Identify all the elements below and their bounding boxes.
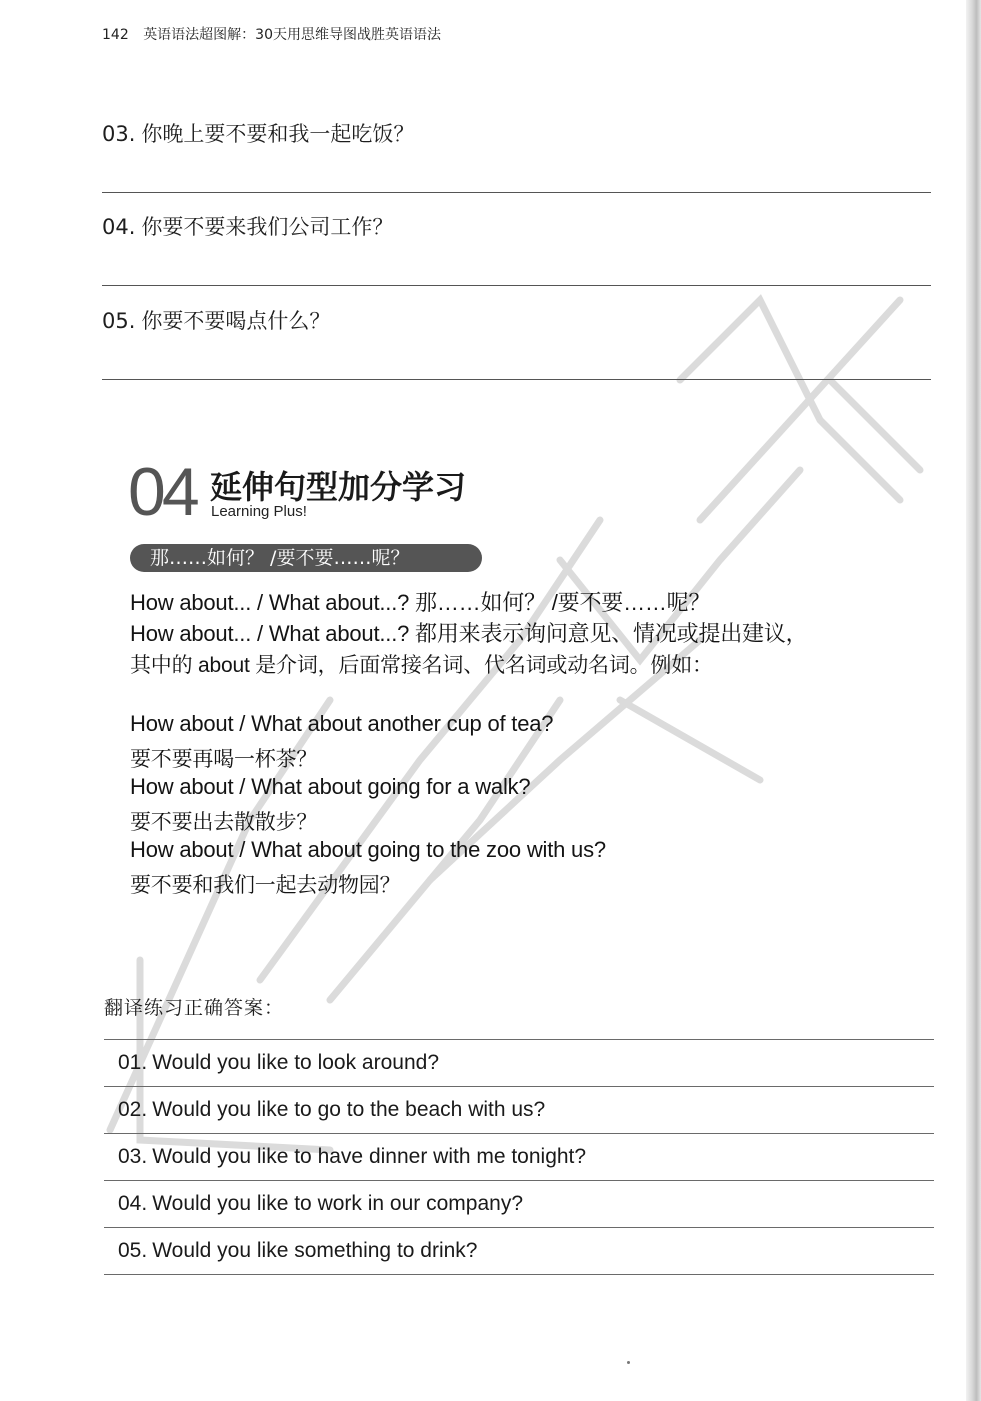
answer-line[interactable] bbox=[102, 379, 931, 380]
body-line: 其中的 about 是介词，后面常接名词、代名词或动名词。例如： bbox=[130, 654, 713, 677]
answer-row bbox=[104, 1039, 934, 1086]
question-number: 05. bbox=[102, 309, 136, 333]
answers-table bbox=[104, 1039, 934, 1275]
answer-number: 02. bbox=[118, 1098, 148, 1121]
book-title: 英语语法超图解：30天用思维导图战胜英语语法 bbox=[143, 27, 442, 43]
body-line: How about... / What about...? 那……如何？ /要不要……呢？ bbox=[130, 590, 711, 615]
watermark-stroke bbox=[700, 300, 900, 520]
answer-text: Would you like something to drink? bbox=[152, 1239, 478, 1262]
answer-row bbox=[104, 1133, 934, 1180]
answer-line[interactable] bbox=[102, 192, 931, 193]
page-header bbox=[102, 24, 441, 44]
answer-row bbox=[104, 1180, 934, 1227]
watermark-stroke bbox=[620, 700, 760, 780]
practice-question bbox=[102, 211, 393, 241]
page-number: 142 bbox=[102, 27, 129, 43]
practice-question bbox=[102, 305, 330, 335]
page-edge-shadow bbox=[966, 0, 981, 1401]
example-english: How about / What about another cup of tea? bbox=[130, 711, 554, 736]
answer-row bbox=[104, 1227, 934, 1275]
answer-row bbox=[104, 1086, 934, 1133]
answer-text: Would you like to have dinner with me tonight? bbox=[152, 1145, 587, 1168]
example-chinese: 要不要出去散散步？ bbox=[130, 811, 318, 834]
answer-number: 05. bbox=[118, 1239, 148, 1262]
question-text: 你要不要来我们公司工作？ bbox=[141, 215, 394, 239]
body-line: How about... / What about...? 都用来表示询问意见、情况或提出建议， bbox=[130, 621, 808, 646]
answer-line[interactable] bbox=[102, 285, 931, 286]
answer-number: 01. bbox=[118, 1051, 148, 1074]
answers-title: 翻译练习正确答案： bbox=[104, 997, 285, 1019]
section-number: 04 bbox=[128, 454, 196, 530]
example-english: How about / What about going to the zoo with us? bbox=[130, 837, 606, 862]
question-text: 你晚上要不要和我一起吃饭？ bbox=[141, 122, 415, 146]
watermark-stroke bbox=[830, 380, 920, 470]
scan-speck bbox=[627, 1361, 630, 1364]
example-chinese: 要不要和我们一起去动物园？ bbox=[130, 874, 401, 897]
answer-text: Would you like to go to the beach with us? bbox=[152, 1098, 546, 1121]
section-subtitle: Learning Plus! bbox=[211, 503, 307, 520]
question-number: 04. bbox=[102, 215, 136, 239]
question-number: 03. bbox=[102, 122, 136, 146]
answer-number: 04. bbox=[118, 1192, 148, 1215]
section-title: 延伸句型加分学习 bbox=[210, 468, 467, 506]
topic-pill: 那……如何？ /要不要……呢？ bbox=[130, 544, 482, 572]
example-chinese: 要不要再喝一杯茶？ bbox=[130, 748, 318, 771]
watermark-stroke bbox=[680, 300, 900, 500]
answer-text: Would you like to work in our company? bbox=[152, 1192, 523, 1215]
question-text: 你要不要喝点什么？ bbox=[141, 309, 331, 333]
answer-number: 03. bbox=[118, 1145, 148, 1168]
example-english: How about / What about going for a walk? bbox=[130, 774, 531, 799]
answer-text: Would you like to look around? bbox=[152, 1051, 439, 1074]
practice-question bbox=[102, 118, 414, 148]
